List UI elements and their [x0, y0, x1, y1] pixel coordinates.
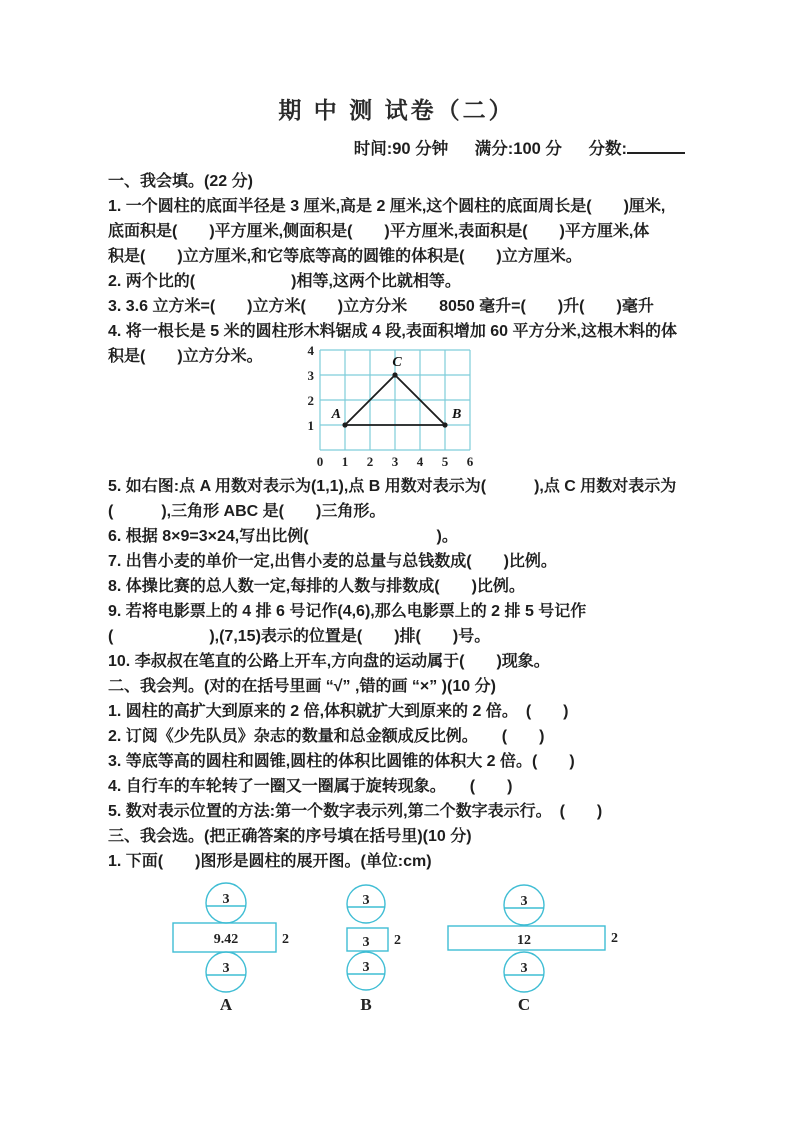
- question-line: 8. 体操比赛的总人数一定,每排的人数与排数成( )比例。: [108, 578, 525, 595]
- option-a-height-value: 2: [282, 932, 289, 947]
- question-line: 3. 等底等高的圆柱和圆锥,圆柱的体积比圆锥的体积大 2 倍。( ): [108, 753, 575, 770]
- question-line: 1. 圆柱的高扩大到原来的 2 倍,体积就扩大到原来的 2 倍。 ( ): [108, 703, 569, 720]
- x-tick-label: 2: [366, 454, 374, 469]
- option-a-bottom-circle-value: 3: [222, 961, 230, 976]
- question-line: 底面积是( )平方厘米,侧面积是( )平方厘米,表面积是( )平方厘米,体: [108, 223, 650, 240]
- section3-heading: 三、我会选。(把正确答案的序号填在括号里)(10 分): [108, 828, 472, 845]
- option-b-rect-value: 3: [362, 935, 370, 950]
- point-b-label: B: [452, 407, 462, 422]
- x-tick-label: 6: [466, 454, 474, 469]
- question-line: 3. 3.6 立方米=( )立方米( )立方分米 8050 毫升=( )升( )毫升: [108, 298, 654, 315]
- question-line: 5. 数对表示位置的方法:第一个数字表示列,第二个数字表示行。 ( ): [108, 803, 603, 820]
- point-a-label: A: [331, 407, 341, 422]
- cylinder-net-options: [148, 880, 708, 1028]
- question-line: ( ),三角形 ABC 是( )三角形。: [108, 503, 386, 520]
- x-tick-label: 5: [441, 454, 449, 469]
- point-a-dot: [342, 422, 347, 427]
- question-line: 2. 两个比的( )相等,这两个比就相等。: [108, 273, 461, 290]
- grid-figure-row: [108, 344, 708, 474]
- option-c-bottom-circle-value: 3: [520, 961, 528, 976]
- score-label: 分数:: [588, 140, 627, 158]
- y-tick-label: 1: [307, 418, 314, 433]
- section2-heading: 二、我会判。(对的在括号里画 “√” ,错的画 “×” )(10 分): [108, 678, 496, 695]
- y-tick-label: 4: [307, 346, 314, 358]
- exam-info: [0, 135, 793, 159]
- coordinate-grid-figure: [306, 346, 536, 476]
- question-line: 9. 若将电影票上的 4 排 6 号记作(4,6),那么电影票上的 2 排 5 号记作: [108, 603, 587, 620]
- option-c-top-circle-value: 3: [520, 894, 528, 909]
- point-c-dot: [392, 372, 397, 377]
- x-tick-label: 4: [416, 454, 424, 469]
- y-tick-label: 3: [307, 368, 314, 383]
- option-b-bottom-circle-value: 3: [362, 960, 370, 975]
- question-line: 10. 李叔叔在笔直的公路上开车,方向盘的运动属于( )现象。: [108, 653, 550, 670]
- exam-body: [108, 169, 708, 1028]
- option-a-label: A: [219, 995, 233, 1014]
- question-line: 5. 如右图:点 A 用数对表示为(1,1),点 B 用数对表示为( ),点 C 用数对表示为: [108, 478, 677, 495]
- point-c-label: C: [392, 355, 402, 370]
- question-line: 2. 订阅《少先队员》杂志的数量和总金额成反比例。 ( ): [108, 728, 545, 745]
- score-blank: [627, 137, 685, 154]
- option-c-rect-value: 12: [517, 933, 531, 948]
- question-line: ( ),(7,15)表示的位置是( )排( )号。: [108, 628, 491, 645]
- section1-heading: 一、我会填。(22 分): [108, 173, 253, 190]
- full-score-label: 满分:100 分: [474, 140, 562, 158]
- question-line: 4. 自行车的车轮转了一圈又一圈属于旋转现象。 ( ): [108, 778, 513, 795]
- cylinder-net-diagrams: [148, 880, 638, 1020]
- option-a-top-circle-value: 3: [222, 892, 230, 907]
- y-tick-label: 2: [307, 393, 314, 408]
- point-b-dot: [442, 422, 447, 427]
- question-line: 1. 一个圆柱的底面半径是 3 厘米,高是 2 厘米,这个圆柱的底面周长是( )厘米,: [108, 198, 666, 215]
- option-b-label: B: [360, 995, 372, 1014]
- question-line: 6. 根据 8×9=3×24,写出比例( )。: [108, 528, 458, 545]
- option-c-height-value: 2: [611, 931, 618, 946]
- x-tick-label: 0: [316, 454, 324, 469]
- option-a-rect-value: 9.42: [213, 932, 239, 947]
- option-c-label: C: [517, 995, 531, 1014]
- question-line: 1. 下面( )图形是圆柱的展开图。(单位:cm): [108, 853, 432, 870]
- option-b-height-value: 2: [394, 933, 401, 948]
- x-tick-label: 3: [391, 454, 399, 469]
- question-line: 7. 出售小麦的单价一定,出售小麦的总量与总钱数成( )比例。: [108, 553, 557, 570]
- page-title: 期 中 测 试卷（二）: [278, 97, 515, 123]
- question-line: 积是( )立方厘米,和它等底等高的圆锥的体积是( )立方厘米。: [108, 248, 582, 265]
- time-label: 时间:90 分钟: [353, 140, 449, 158]
- question-line: 积是( )立方分米。: [108, 348, 263, 365]
- x-tick-label: 1: [341, 454, 349, 469]
- option-b-top-circle-value: 3: [362, 893, 370, 908]
- question-line: 4. 将一根长是 5 米的圆柱形木料锯成 4 段,表面积增加 60 平方分米,这根木料的体: [108, 323, 677, 340]
